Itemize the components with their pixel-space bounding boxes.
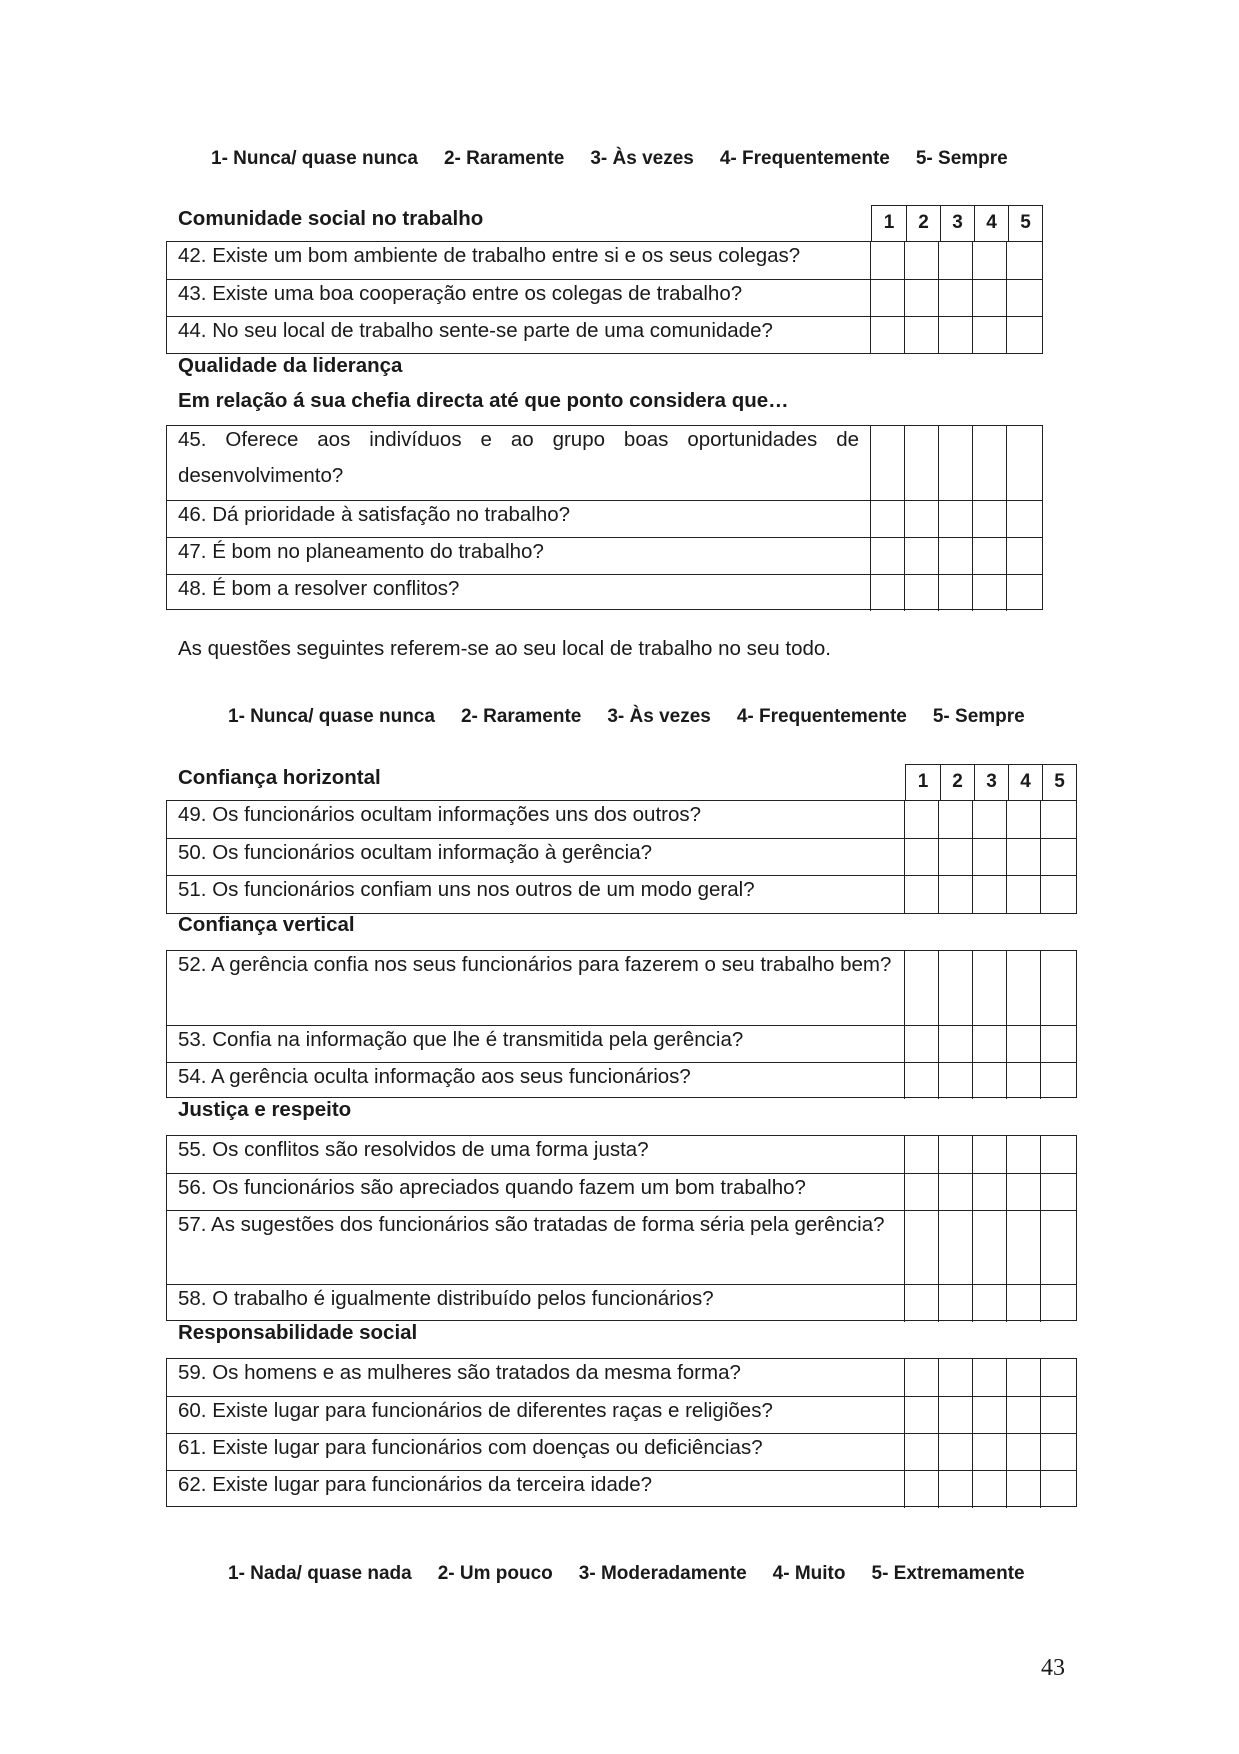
rating-cell-1[interactable] [904,1211,905,1284]
section-title: Comunidade social no trabalho [178,207,484,230]
rating-cell-2[interactable] [904,426,905,500]
rating-cell-2[interactable] [904,280,905,316]
scale-option: 4- Frequentemente [736,706,907,727]
rating-cell-4[interactable] [972,317,973,353]
rating-cell-4[interactable] [1006,1211,1007,1284]
rating-cell-2[interactable] [904,575,905,611]
rating-cell-1[interactable] [904,839,905,875]
scale-option: 3- Às vezes [607,706,711,727]
rating-cell-5[interactable] [1040,951,1041,1025]
rating-cell-1[interactable] [904,1285,905,1322]
question-table [166,241,1043,354]
section-title: Qualidade da liderança [178,354,403,377]
question-table [166,1135,1077,1321]
question-row [167,1359,1076,1396]
rating-cell-3[interactable] [972,951,973,1025]
rating-cell-3[interactable] [972,1471,973,1508]
rating-cell-2[interactable] [938,1211,939,1284]
rating-cell-4[interactable] [972,280,973,316]
question-row [167,426,1042,500]
rating-cell-3[interactable] [972,839,973,875]
rating-cell-5[interactable] [1040,1434,1041,1470]
question-text: 47. É bom no planeamento do trabalho? [178,540,544,563]
question-row [167,1210,1076,1284]
rating-cell-3[interactable] [972,876,973,913]
question-row [167,1173,1076,1210]
rating-cell-4[interactable] [1006,951,1007,1025]
question-row [167,875,1076,913]
question-text: 51. Os funcionários confiam uns nos outros de um modo geral? [178,878,755,901]
question-table [166,950,1077,1098]
question-row [167,1136,1076,1173]
rating-column-header [905,764,1077,801]
rating-cell-1[interactable] [870,538,871,574]
question-text: 52. A gerência confia nos seus funcionários para fazerem o seu trabalho bem? [178,953,892,976]
rating-cell-3[interactable] [938,280,939,316]
question-row [167,279,1042,316]
rating-cell-4[interactable] [1006,1285,1007,1322]
rating-cell-4[interactable] [1006,876,1007,913]
column-number: 5 [1042,765,1076,800]
rating-cell-4[interactable] [1006,839,1007,875]
question-row [167,1396,1076,1433]
rating-cell-2[interactable] [938,1434,939,1470]
rating-cell-2[interactable] [938,1063,939,1099]
column-number: 4 [974,206,1008,241]
rating-cell-2[interactable] [938,1471,939,1508]
rating-cell-4[interactable] [972,501,973,537]
rating-cell-3[interactable] [938,501,939,537]
rating-cell-4[interactable] [972,242,973,279]
question-text: 58. O trabalho é igualmente distribuído pelos funcionários? [178,1287,714,1310]
question-row [167,801,1076,838]
rating-cell-1[interactable] [904,1026,905,1062]
rating-cell-4[interactable] [972,426,973,500]
question-row [167,574,1042,611]
rating-cell-2[interactable] [938,876,939,913]
rating-cell-4[interactable] [1006,1136,1007,1173]
question-text: 43. Existe uma boa cooperação entre os colegas de trabalho? [178,282,743,305]
rating-cell-1[interactable] [904,801,905,838]
rating-cell-3[interactable] [972,1136,973,1173]
question-text: 54. A gerência oculta informação aos seus funcionários? [178,1065,691,1088]
rating-cell-2[interactable] [938,1026,939,1062]
rating-cell-5[interactable] [1040,1174,1041,1210]
section-title: Responsabilidade social [178,1321,418,1344]
section-title: Confiança vertical [178,913,355,936]
column-number: 5 [1008,206,1042,241]
response-scale-legend [228,1563,1025,1585]
rating-cell-2[interactable] [938,1174,939,1210]
rating-cell-5[interactable] [1006,280,1007,316]
question-row [167,242,1042,279]
scale-option: 5- Extremamente [871,1563,1025,1584]
rating-cell-1[interactable] [904,1397,905,1433]
column-number: 1 [883,212,895,233]
question-text: 46. Dá prioridade à satisfação no trabalho? [178,503,571,526]
question-text: 44. No seu local de trabalho sente-se parte de uma comunidade? [178,319,773,342]
scale-option: 1- Nunca/ quase nunca [228,706,435,727]
rating-cell-1[interactable] [870,242,871,279]
rating-cell-1[interactable] [870,317,871,353]
column-number: 3 [940,206,974,241]
question-table [166,800,1077,914]
rating-cell-3[interactable] [972,801,973,838]
rating-cell-4[interactable] [1006,1359,1007,1396]
scale-option: 3- Às vezes [590,148,694,169]
rating-cell-4[interactable] [1006,1026,1007,1062]
rating-cell-1[interactable] [904,1174,905,1210]
rating-cell-4[interactable] [1006,1397,1007,1433]
rating-cell-1[interactable] [870,501,871,537]
rating-cell-5[interactable] [1040,1397,1041,1433]
rating-cell-4[interactable] [1006,1471,1007,1508]
rating-cell-3[interactable] [972,1285,973,1322]
section-subtitle: Em relação á sua chefia directa até que ponto considera que… [178,389,789,412]
question-text: 48. É bom a resolver conflitos? [178,577,460,600]
response-scale-legend [211,148,1008,170]
rating-cell-3[interactable] [938,426,939,500]
rating-cell-4[interactable] [972,538,973,574]
rating-cell-3[interactable] [972,1063,973,1099]
scale-option: 5- Sempre [932,706,1025,727]
question-table [166,425,1043,610]
rating-cell-4[interactable] [1006,1434,1007,1470]
rating-cell-5[interactable] [1006,317,1007,353]
rating-cell-5[interactable] [1040,801,1041,838]
rating-cell-2[interactable] [904,538,905,574]
question-row [167,500,1042,537]
question-row [167,1284,1076,1322]
column-number: 2 [940,765,974,800]
section-title: Confiança horizontal [178,766,381,789]
rating-cell-3[interactable] [938,317,939,353]
question-text: 61. Existe lugar para funcionários com doenças ou deficiências? [178,1436,763,1459]
rating-cell-1[interactable] [870,575,871,611]
rating-cell-3[interactable] [972,1397,973,1433]
rating-cell-4[interactable] [1006,801,1007,838]
question-row [167,537,1042,574]
section-title: Justiça e respeito [178,1098,352,1121]
rating-cell-1[interactable] [904,876,905,913]
rating-column-header [871,205,1043,242]
scale-option: 1- Nada/ quase nada [228,1563,412,1584]
rating-cell-2[interactable] [938,839,939,875]
rating-cell-1[interactable] [904,1063,905,1099]
rating-cell-3[interactable] [938,242,939,279]
column-number: 3 [974,765,1008,800]
response-scale-legend [228,706,1025,728]
rating-cell-5[interactable] [1040,1471,1041,1508]
column-number: 4 [1008,765,1042,800]
question-text: 62. Existe lugar para funcionários da terceira idade? [178,1473,653,1496]
rating-cell-2[interactable] [938,1136,939,1173]
question-row [167,951,1076,1025]
question-text: 57. As sugestões dos funcionários são tratadas de forma séria pela gerência? [178,1213,885,1236]
rating-cell-1[interactable] [904,1471,905,1508]
rating-cell-5[interactable] [1040,1285,1041,1322]
column-number: 2 [906,206,940,241]
scale-option: 2- Um pouco [437,1563,553,1584]
intro-paragraph: As questões seguintes referem-se ao seu local de trabalho no seu todo. [178,637,831,660]
rating-cell-3[interactable] [938,538,939,574]
rating-cell-3[interactable] [938,575,939,611]
rating-cell-1[interactable] [904,1136,905,1173]
question-text: 45. Oferece aos indivíduos e ao grupo boas oportunidades de desenvolvimento? [178,428,859,487]
scale-option: 5- Sempre [915,148,1008,169]
rating-cell-3[interactable] [972,1174,973,1210]
question-row [167,1470,1076,1508]
page-number: 43 [1041,1655,1065,1681]
rating-cell-5[interactable] [1006,426,1007,500]
question-row [167,316,1042,353]
rating-cell-4[interactable] [972,575,973,611]
rating-cell-5[interactable] [1040,1063,1041,1099]
question-row [167,1025,1076,1062]
rating-cell-2[interactable] [938,1397,939,1433]
rating-cell-2[interactable] [904,317,905,353]
question-text: 53. Confia na informação que lhe é transmitida pela gerência? [178,1028,744,1051]
rating-cell-5[interactable] [1040,839,1041,875]
question-text: 50. Os funcionários ocultam informação à gerência? [178,841,653,864]
rating-cell-5[interactable] [1040,1136,1041,1173]
column-number: 1 [917,771,929,792]
rating-cell-5[interactable] [1006,242,1007,279]
scale-option: 3- Moderadamente [578,1563,747,1584]
rating-cell-3[interactable] [972,1434,973,1470]
rating-cell-3[interactable] [972,1359,973,1396]
rating-cell-2[interactable] [938,801,939,838]
rating-cell-5[interactable] [1040,876,1041,913]
rating-cell-1[interactable] [904,1434,905,1470]
question-table [166,1358,1077,1507]
rating-cell-3[interactable] [972,1211,973,1284]
rating-cell-2[interactable] [904,242,905,279]
question-text: 60. Existe lugar para funcionários de diferentes raças e religiões? [178,1399,773,1422]
rating-cell-3[interactable] [972,1026,973,1062]
rating-cell-5[interactable] [1006,575,1007,611]
rating-cell-2[interactable] [904,501,905,537]
rating-cell-5[interactable] [1040,1026,1041,1062]
question-text: 55. Os conflitos são resolvidos de uma forma justa? [178,1138,649,1161]
rating-cell-5[interactable] [1006,501,1007,537]
question-text: 59. Os homens e as mulheres são tratados da mesma forma? [178,1361,741,1384]
rating-cell-1[interactable] [904,951,905,1025]
question-row [167,1433,1076,1470]
rating-cell-1[interactable] [904,1359,905,1396]
rating-cell-5[interactable] [1040,1211,1041,1284]
question-text: 49. Os funcionários ocultam informações uns dos outros? [178,803,702,826]
question-text: 42. Existe um bom ambiente de trabalho entre si e os seus colegas? [178,244,801,267]
rating-cell-2[interactable] [938,1285,939,1322]
question-text: 56. Os funcionários são apreciados quando fazem um bom trabalho? [178,1176,806,1199]
question-row [167,838,1076,875]
rating-cell-1[interactable] [870,280,871,316]
scale-option: 1- Nunca/ quase nunca [211,148,418,169]
question-row [167,1062,1076,1099]
rating-cell-4[interactable] [1006,1174,1007,1210]
rating-cell-2[interactable] [938,1359,939,1396]
scale-option: 4- Frequentemente [719,148,890,169]
rating-cell-5[interactable] [1006,538,1007,574]
scale-option: 2- Raramente [443,148,565,169]
rating-cell-5[interactable] [1040,1359,1041,1396]
rating-cell-1[interactable] [870,426,871,500]
rating-cell-4[interactable] [1006,1063,1007,1099]
scale-option: 2- Raramente [460,706,582,727]
rating-cell-2[interactable] [938,951,939,1025]
scale-option: 4- Muito [772,1563,846,1584]
